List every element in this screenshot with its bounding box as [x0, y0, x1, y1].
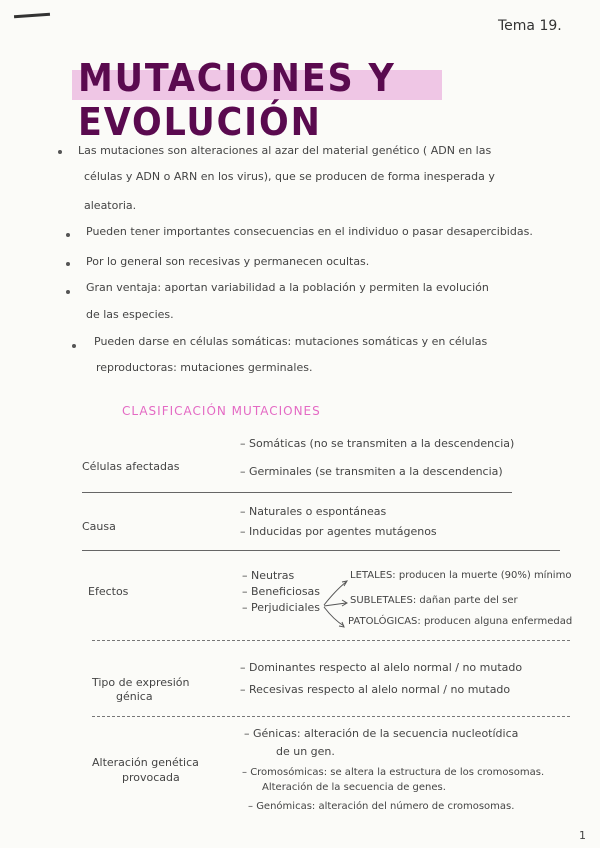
bullet-1-line-3: aleatoria. — [84, 199, 137, 212]
causa-item-2: – Inducidas por agentes mutágenos — [240, 525, 437, 538]
causa-item-1: – Naturales o espontáneas — [240, 505, 387, 518]
row-label-alteracion-1: Alteración genética — [92, 756, 199, 769]
bullet-5-line-1: Pueden darse en células somáticas: mutaciones somáticas y en células — [94, 335, 488, 348]
efectos-item-2: – Beneficiosas — [242, 585, 321, 598]
alteracion-item-1-line-1: – Génicas: alteración de la secuencia nucleotídica — [244, 727, 519, 740]
row-label-alteracion-2: provocada — [122, 771, 180, 784]
bullet-5-line-2: reproductoras: mutaciones germinales. — [96, 361, 313, 374]
efectos-item-1: – Neutras — [242, 569, 295, 582]
row-label-celulas: Células afectadas — [82, 460, 180, 473]
row-label-expresion-1: Tipo de expresión — [92, 676, 190, 689]
celulas-item-1: – Somáticas (no se transmiten a la descendencia) — [240, 437, 515, 450]
page-title: MUTACIONES Y EVOLUCIÓN — [78, 56, 396, 144]
page-number: 1 — [579, 829, 586, 842]
efectos-item-3: – Perjudiciales — [242, 601, 320, 614]
bullet-1-line-1: Las mutaciones son alteraciones al azar del material genético ( ADN en las — [78, 144, 492, 157]
bullet-4-line-1: Gran ventaja: aportan variabilidad a la población y permiten la evolución — [86, 281, 489, 294]
celulas-item-2: – Germinales (se transmiten a la descendencia) — [240, 465, 503, 478]
divider — [92, 640, 570, 641]
efectos-sub-2: SUBLETALES: dañan parte del ser — [350, 595, 518, 606]
section-title: CLASIFICACIÓN MUTACIONES — [122, 404, 321, 418]
row-label-efectos: Efectos — [88, 585, 129, 598]
expresion-item-1: – Dominantes respecto al alelo normal / no mutado — [240, 661, 523, 674]
bullet-1-line-2: células y ADN o ARN en los virus), que se producen de forma inesperada y — [84, 170, 495, 183]
row-label-causa: Causa — [82, 520, 116, 533]
topic-label: Tema 19. — [498, 18, 562, 34]
bullet-4-line-2: de las especies. — [86, 308, 174, 321]
divider — [92, 716, 570, 717]
alteracion-item-1-line-2: de un gen. — [276, 745, 335, 758]
row-label-expresion-2: génica — [116, 690, 153, 703]
efectos-sub-1: LETALES: producen la muerte (90%) mínimo — [350, 570, 572, 581]
bullet-3-line-1: Por lo general son recesivas y permanecen ocultas. — [86, 255, 370, 268]
alteracion-item-3: – Genómicas: alteración del número de cromosomas. — [248, 801, 515, 812]
alteracion-item-2-line-1: – Cromosómicas: se altera la estructura de los cromosomas. — [242, 767, 545, 778]
bullet-2-line-1: Pueden tener importantes consecuencias en el individuo o pasar desapercibidas. — [86, 225, 533, 238]
alteracion-item-2-line-2: Alteración de la secuencia de genes. — [262, 782, 446, 793]
expresion-item-2: – Recesivas respecto al alelo normal / no mutado — [240, 683, 511, 696]
efectos-sub-3: PATOLÓGICAS: producen alguna enfermedad — [348, 616, 573, 627]
